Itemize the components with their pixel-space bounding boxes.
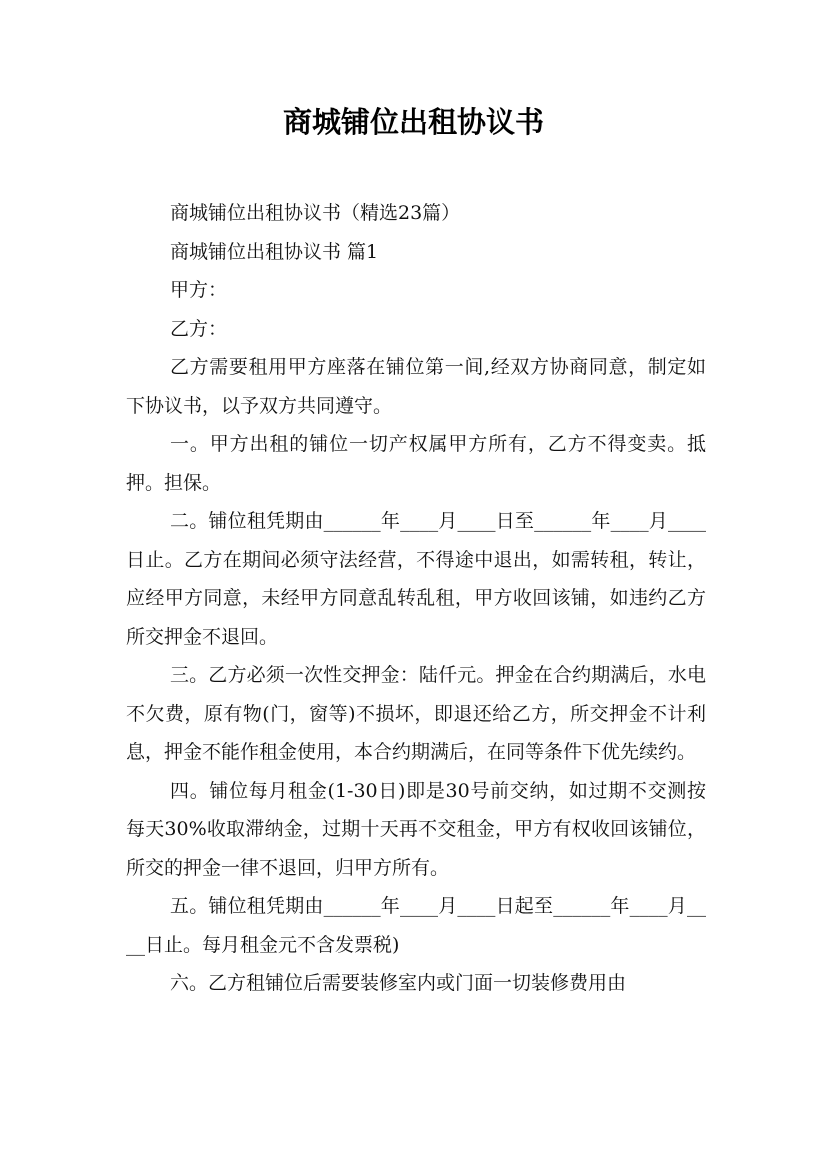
paragraph-clause-5: 五。铺位租凭期由______年____月____日起至______年____月____日止。每月租金元不含发票税) bbox=[126, 895, 706, 956]
paragraph-subtitle: 商城铺位出租协议书（精选23篇） bbox=[170, 202, 461, 224]
paragraph-party-b: 乙方： bbox=[170, 317, 228, 340]
paragraph-clause-4: 四。铺位每月租金(1-30日)即是30号前交纳，如过期不交测按每天30%收取滞纳金，过期十天再不交租金，甲方有权收回该铺位，所交的押金一律不退回，归甲方所有。 bbox=[126, 779, 706, 879]
paragraph-section-heading: 商城铺位出租协议书 篇1 bbox=[170, 240, 379, 263]
paragraph-clause-2: 二。铺位租凭期由______年____月____日至______年____月____日止。乙方在期间必须守法经营，不得途中退出，如需转租，转让，应经甲方同意，未经甲方同意乱转乱租，甲方收回该铺，如违约乙方所交押金不退回。 bbox=[126, 510, 706, 648]
document-body bbox=[126, 194, 706, 1003]
document-title: 商城铺位出租协议书 bbox=[282, 105, 544, 139]
paragraph-clause-6: 六。乙方租铺位后需要装修室内或门面一切装修费用由 bbox=[170, 972, 627, 994]
paragraph-clause-1: 一。甲方出租的铺位一切产权属甲方所有，乙方不得变卖。抵押。担保。 bbox=[126, 433, 706, 494]
paragraph-intro: 乙方需要租用甲方座落在铺位第一间,经双方协商同意，制定如下协议书，以予双方共同遵守。 bbox=[126, 356, 706, 417]
paragraph-clause-3: 三。乙方必须一次性交押金：陆仟元。押金在合约期满后，水电不欠费，原有物(门，窗等)不损坏，即退还给乙方，所交押金不计利息，押金不能作租金使用，本合约期满后，在同等条件下优先续约。 bbox=[126, 664, 706, 763]
paragraph-party-a: 甲方： bbox=[170, 279, 228, 301]
